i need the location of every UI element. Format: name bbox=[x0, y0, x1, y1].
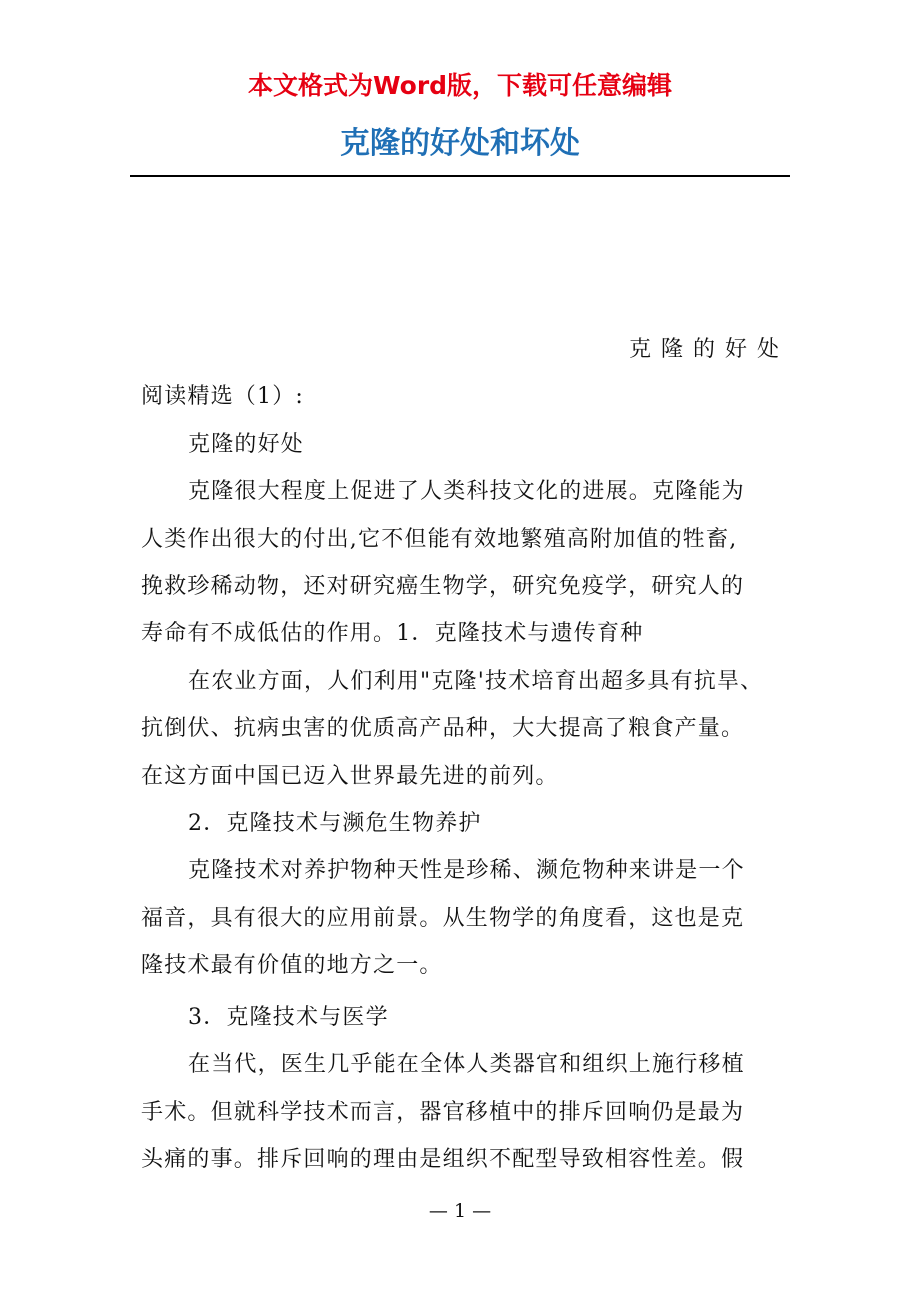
reading-label: 阅读精选（1）: bbox=[141, 384, 305, 410]
paragraph-line: 克隆很大程度上促进了人类科技文化的进展。克隆能为 bbox=[188, 479, 745, 505]
paragraph-line: 抗倒伏、抗病虫害的优质高产品种，大大提高了粮食产量。 bbox=[141, 716, 745, 742]
paragraph-line: 在当代，医生几乎能在全体人类器官和组织上施行移植 bbox=[188, 1052, 745, 1078]
paragraph-line: 头痛的事。排斥回响的理由是组织不配型导致相容性差。假 bbox=[141, 1146, 745, 1172]
paragraph-line: 福音，具有很大的应用前景。从生物学的角度看，这也是克 bbox=[141, 905, 745, 931]
format-notice-banner: 本文格式为Word版，下载可任意编辑 bbox=[247, 71, 673, 100]
paragraph-line: 手术。但就科学技术而言，器官移植中的排斥回响仍是最为 bbox=[141, 1099, 745, 1125]
paragraph-line: 人类作出很大的付出,它不但能有效地繁殖高附加值的牲畜, bbox=[141, 526, 738, 552]
title-divider bbox=[130, 175, 790, 177]
subheading-benefits: 克隆的好处 bbox=[188, 431, 305, 457]
document-title: 克隆的好处和坏处 bbox=[340, 126, 580, 161]
section-heading: 克隆的好处 bbox=[628, 337, 789, 362]
paragraph-line: 寿命有不成低估的作用。1．克隆技术与遗传育种 bbox=[141, 621, 644, 647]
subheading-item-2: 2．克隆技术与濒危生物养护 bbox=[188, 811, 482, 837]
paragraph-line: 隆技术最有价值的地方之一。 bbox=[141, 953, 443, 979]
paragraph-line: 挽救珍稀动物，还对研究癌生物学，研究免疫学，研究人的 bbox=[141, 574, 745, 600]
page-number: — 1 — bbox=[428, 1200, 492, 1222]
paragraph-line: 在这方面中国已迈入世界最先进的前列。 bbox=[141, 763, 559, 789]
subheading-item-3: 3．克隆技术与医学 bbox=[188, 1004, 389, 1030]
document-body bbox=[141, 326, 789, 1183]
paragraph-line: 在农业方面，人们利用"克隆'技术培育出超多具有抗旱、 bbox=[188, 668, 764, 694]
paragraph-line: 克隆技术对养护物种天性是珍稀、濒危物种来讲是一个 bbox=[188, 858, 745, 884]
